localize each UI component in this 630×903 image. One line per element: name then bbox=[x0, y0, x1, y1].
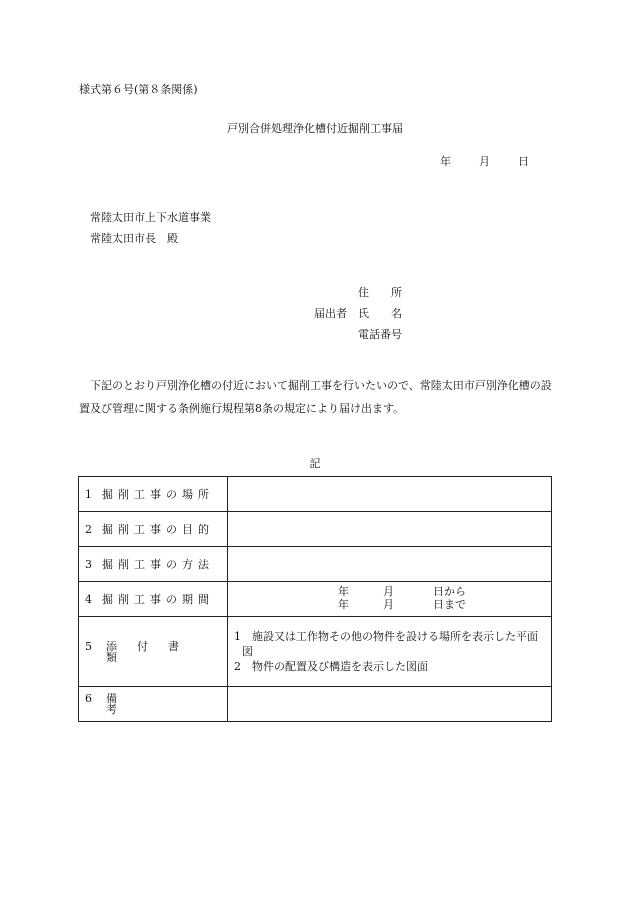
row-number: 6 bbox=[85, 692, 92, 705]
attachments-field bbox=[228, 617, 552, 687]
body-paragraph: 下記のとおり戸別浄化槽の付近において掘削工事を行いたいので、常陸太田市戸別浄化槽の設置及び管理に関する条例施行規程第8条の規定により届け出ます。 bbox=[79, 379, 552, 415]
period-end-year: 年 bbox=[338, 598, 349, 611]
attachment-item-1-cont: 図 bbox=[242, 645, 253, 658]
table-row bbox=[79, 687, 552, 722]
attachment-item-2 bbox=[228, 659, 551, 674]
date-line bbox=[440, 156, 529, 167]
row-number: 3 bbox=[85, 557, 92, 571]
date-month: 月 bbox=[479, 155, 490, 168]
record-heading: 記 bbox=[309, 457, 321, 470]
form-number: 様式第６号(第８条関係) bbox=[79, 83, 198, 96]
row-label-text: 掘削工事の期間 bbox=[102, 592, 214, 606]
row-label-text: 添付書類 bbox=[106, 639, 199, 664]
table-row bbox=[79, 547, 552, 582]
remarks-field[interactable] bbox=[228, 687, 552, 722]
row-label-attachments bbox=[79, 617, 228, 687]
purpose-field[interactable] bbox=[228, 512, 552, 547]
row-label-location bbox=[79, 477, 228, 512]
row-label-purpose bbox=[79, 512, 228, 547]
row-label-text: 掘削工事の場所 bbox=[102, 487, 214, 501]
period-start-year: 年 bbox=[338, 585, 349, 598]
period-end bbox=[228, 599, 551, 612]
row-label-remarks bbox=[79, 687, 228, 722]
table-row bbox=[79, 477, 552, 512]
date-day: 日 bbox=[518, 155, 529, 168]
attachment-2-number: 2 bbox=[234, 660, 241, 673]
addressee-mayor: 常陸太田市長 殿 bbox=[90, 232, 178, 245]
period-start-day: 日から bbox=[433, 585, 466, 598]
row-number: 5 bbox=[85, 639, 92, 653]
attachment-1-number: 1 bbox=[234, 630, 241, 643]
row-number: 4 bbox=[85, 592, 92, 606]
document-title: 戸別合併処理浄化槽付近掘削工事届 bbox=[227, 122, 403, 135]
row-number: 2 bbox=[85, 522, 92, 536]
period-start-month: 月 bbox=[383, 585, 394, 598]
period-end-month: 月 bbox=[383, 598, 394, 611]
addressee-organization: 常陸太田市上下水道事業 bbox=[90, 211, 211, 224]
applicant-phone-label: 電話番号 bbox=[358, 328, 402, 341]
row-label-method bbox=[79, 547, 228, 582]
applicant-name-label: 氏 名 bbox=[358, 307, 402, 320]
table-row bbox=[79, 582, 552, 617]
row-label-text: 備考 bbox=[106, 692, 185, 716]
row-label-text: 掘削工事の方法 bbox=[102, 557, 214, 571]
detail-table bbox=[78, 476, 552, 722]
date-year: 年 bbox=[440, 155, 451, 168]
attachment-1-text: 施設又は工作物その他の物件を設ける場所を表示した平面 bbox=[252, 630, 538, 643]
row-label-text: 掘削工事の目的 bbox=[102, 522, 214, 536]
table-row bbox=[79, 512, 552, 547]
row-label-period bbox=[79, 582, 228, 617]
attachment-2-text: 物件の配置及び構造を表示した図面 bbox=[252, 660, 428, 673]
location-field[interactable] bbox=[228, 477, 552, 512]
attachment-item-1 bbox=[228, 629, 551, 644]
applicant-label: 届出者 bbox=[314, 307, 347, 320]
method-field[interactable] bbox=[228, 547, 552, 582]
table-row bbox=[79, 617, 552, 687]
period-end-day: 日まで bbox=[433, 598, 466, 611]
applicant-address-label: 住 所 bbox=[358, 286, 402, 299]
row-number: 1 bbox=[85, 487, 92, 501]
period-field[interactable] bbox=[228, 582, 552, 617]
